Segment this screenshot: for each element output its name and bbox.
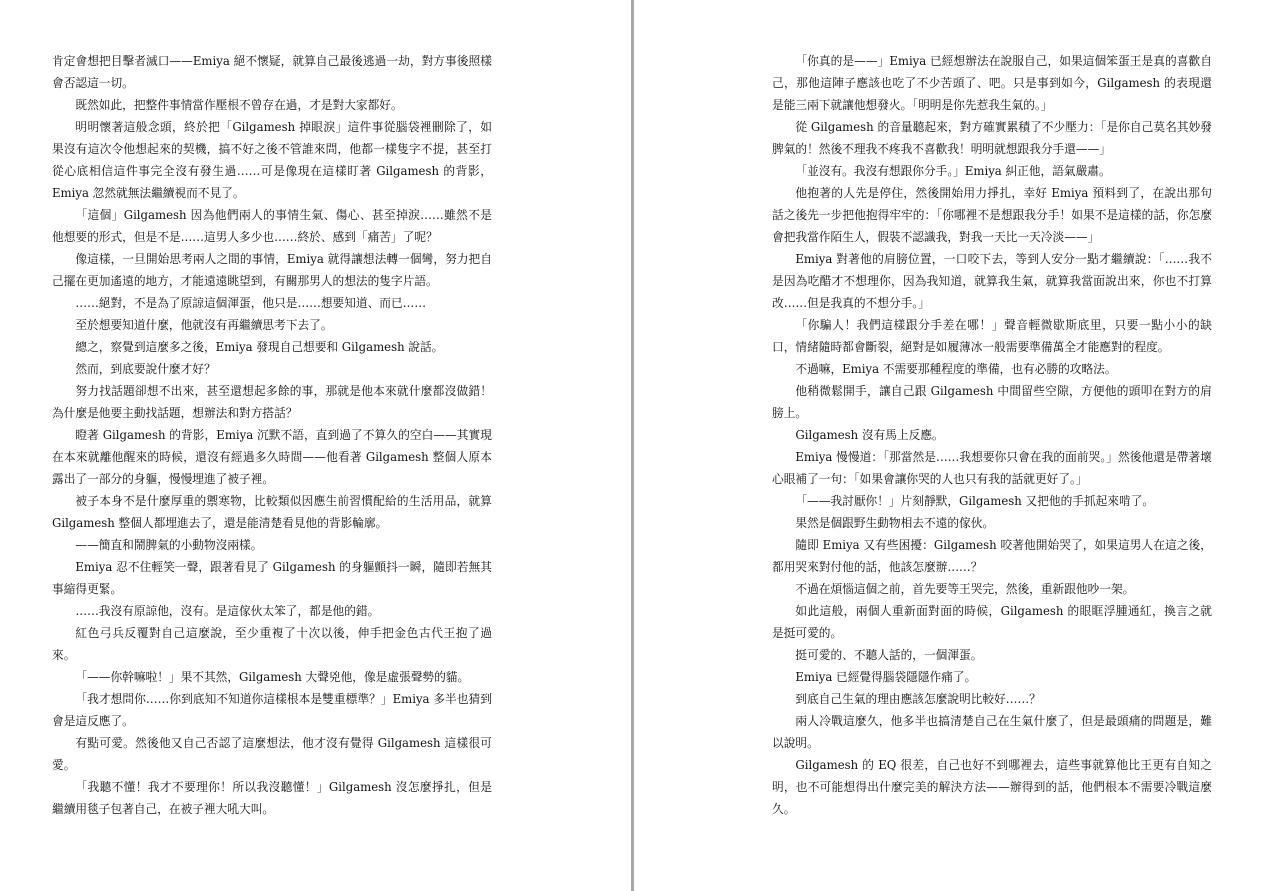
paragraph: 肯定會想把目擊者滅口——Emiya 絕不懷疑，就算自己最後逃過一劫，對方事後照樣會否認這一切。	[52, 54, 492, 90]
right-page	[634, 0, 1265, 891]
paragraph: Emiya 已經覺得腦袋隱隱作痛了。	[795, 670, 977, 684]
paragraph: 隨即 Emiya 又有些困擾：Gilgamesh 咬著他開始哭了，如果這男人在這之後，都用哭來對付他的話，他該怎麼辦……？	[772, 538, 1212, 574]
paragraph: ——簡直和鬧脾氣的小動物沒兩樣。	[75, 538, 263, 552]
paragraph: Emiya 對著他的肩膀位置，一口咬下去，等到人安分一點才繼續說：「……我不是因為吃醋才不想理你，因為我知道，就算我生氣，就算我當面說出來，你也不打算改……但是我真的不想分手。」	[772, 252, 1212, 310]
paragraph: 「——我討厭你！」片刻靜默，Gilgamesh 又把他的手抓起來啃了。	[795, 494, 1155, 508]
right-page-text	[772, 50, 1212, 820]
paragraph: 「你真的是——」Emiya 已經想辦法在說服自己，如果這個笨蛋王是真的喜歡自己，那他這陣子應該也吃了不少苦頭了、吧。只是事到如今，Gilgamesh 的表現還是能三兩下就讓他想發火。「明明是你先惹我生氣的。」	[772, 54, 1212, 112]
paragraph: 像這樣，一旦開始思考兩人之間的事情，Emiya 就得讓想法轉一個彎，努力把自己擺在更加遙遠的地方，才能遠遠眺望到，有關那男人的想法的隻字片語。	[52, 252, 492, 288]
left-page-text	[52, 50, 492, 820]
paragraph: 「——你幹嘛啦！」果不其然，Gilgamesh 大聲兇他，像是虛張聲勢的貓。	[75, 670, 470, 684]
paragraph: 他稍微鬆開手，讓自己跟 Gilgamesh 中間留些空隙，方便他的頭叩在對方的肩膀上。	[772, 384, 1212, 420]
paragraph: 「我聽不懂！我才不要理你！所以我沒聽懂！」Gilgamesh 沒怎麼掙扎，但是繼續用毯子包著自己，在被子裡大吼大叫。	[52, 780, 492, 816]
paragraph: 有點可愛。然後他又自己否認了這麼想法，他才沒有覺得 Gilgamesh 這樣很可愛。	[52, 736, 492, 772]
paragraph: 從 Gilgamesh 的音量聽起來，對方確實累積了不少壓力：「是你自己莫名其妙發脾氣的！然後不理我不疼我不喜歡我！明明就想跟我分手還——」	[772, 120, 1212, 156]
paragraph: ……絕對，不是為了原諒這個渾蛋，他只是……想要知道、而已……	[75, 296, 427, 310]
paragraph: 不過在煩惱這個之前，首先要等王哭完，然後，重新跟他吵一架。	[795, 582, 1135, 596]
paragraph: 不過嘛，Emiya 不需要那種程度的準備，也有必勝的攻略法。	[795, 362, 1117, 376]
left-page	[0, 0, 631, 891]
paragraph: 明明懷著這般念頭，終於把「Gilgamesh 掉眼淚」這件事從腦袋裡刪除了，如果沒有這次令他想起來的契機，搞不好之後不管誰來問，他都一樣隻字不提，甚至打從心底相信這件事完全沒有發生過……可是像現在這樣盯著 Gilgamesh 的背影，Emiya 忽然就無法繼續視而不見了。	[52, 120, 492, 200]
paragraph: Gilgamesh 的 EQ 很差，自己也好不到哪裡去，這些事就算他比王更有自知之明，也不可能想得出什麼完美的解決方法——辦得到的話，他們根本不需要冷戰這麼久。	[772, 758, 1212, 816]
paragraph: 兩人冷戰這麼久，他多半也搞清楚自己在生氣什麼了，但是最頭痛的問題是，難以說明。	[772, 714, 1212, 750]
paragraph: 「這個」Gilgamesh 因為他們兩人的事情生氣、傷心、甚至掉淚……雖然不是他想要的形式，但是不是……這男人多少也……終於、感到「痛苦」了呢？	[52, 208, 492, 244]
paragraph: 「並沒有。我沒有想跟你分手。」Emiya 糾正他，語氣嚴肅。	[795, 164, 1111, 178]
paragraph: 他抱著的人先是停住，然後開始用力掙扎，幸好 Emiya 預料到了，在說出那句話之後先一步把他抱得牢牢的：「你哪裡不是想跟我分手！如果不是這樣的話，你怎麼會把我當作陌生人，假裝不認識我，對我一天比一天冷淡——」	[772, 186, 1212, 244]
paragraph: ……我沒有原諒他，沒有。是這傢伙太笨了，都是他的錯。	[75, 604, 380, 618]
paragraph: 努力找話題卻想不出來，甚至還想起多餘的事，那就是他本來就什麼都沒做錯！為什麼是他要主動找話題，想辦法和對方搭話？	[52, 384, 492, 420]
paragraph: 總之，察覺到這麼多之後，Emiya 發現自己想要和 Gilgamesh 說話。	[75, 340, 444, 354]
paragraph: Emiya 忍不住輕笑一聲，跟著看見了 Gilgamesh 的身軀顫抖一瞬，隨即若無其事縮得更緊。	[52, 560, 492, 596]
paragraph: 然而，到底要說什麼才好？	[75, 362, 216, 376]
paragraph: 到底自己生氣的理由應該怎麼說明比較好……？	[795, 692, 1041, 706]
paragraph: Gilgamesh 沒有馬上反應。	[795, 428, 944, 442]
paragraph: 如此這般，兩個人重新面對面的時候，Gilgamesh 的眼眶浮腫通紅，換言之就是挺可愛的。	[772, 604, 1212, 640]
paragraph: 「我才想問你……你到底知不知道你這樣根本是雙重標準？」Emiya 多半也猜到會是這反應了。	[52, 692, 492, 728]
paragraph: Emiya 慢慢道：「那當然是……我想要你只會在我的面前哭。」然後他還是帶著壞心眼補了一句：「如果會讓你哭的人也只有我的話就更好了。」	[772, 450, 1212, 486]
paragraph: 瞪著 Gilgamesh 的背影，Emiya 沉默不語，直到過了不算久的空白——其實現在本來就離他醒來的時候，還沒有經過多久時間——他看著 Gilgamesh 整個人原本露出了一部分的身軀，慢慢埋進了被子裡。	[52, 428, 492, 486]
paragraph: 被子本身不是什麼厚重的禦寒物，比較類似因應生前習慣配給的生活用品，就算 Gilgamesh 整個人都埋進去了，還是能清楚看見他的背影輪廓。	[52, 494, 492, 530]
paragraph: 紅色弓兵反覆對自己這麼說，至少重複了十次以後，伸手把金色古代王抱了過來。	[52, 626, 492, 662]
paragraph: 「你騙人！我們這樣跟分手差在哪！」聲音輕微歇斯底里，只要一點小小的缺口，情緒隨時都會斷裂，絕對是如履薄冰一般需要準備萬全才能應對的程度。	[772, 318, 1212, 354]
paragraph: 既然如此，把整件事情當作壓根不曾存在過，才是對大家都好。	[75, 98, 403, 112]
paragraph: 挺可愛的、不聽人話的，一個渾蛋。	[795, 648, 983, 662]
paragraph: 果然是個跟野生動物相去不遠的傢伙。	[795, 516, 995, 530]
paragraph: 至於想要知道什麼，他就沒有再繼續思考下去了。	[75, 318, 333, 332]
